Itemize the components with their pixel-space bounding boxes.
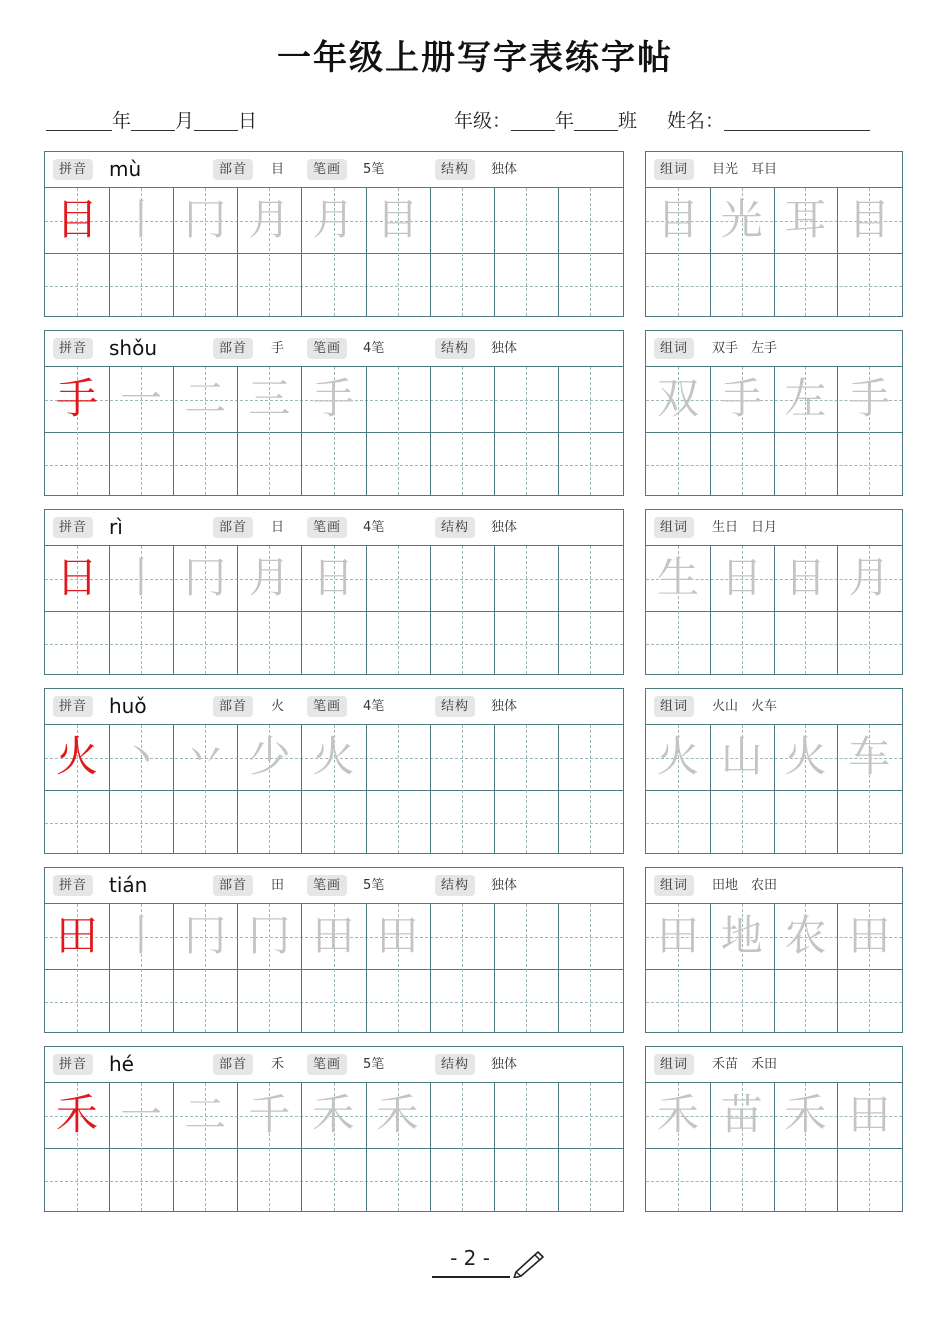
word-header (646, 868, 902, 904)
model-char: 手 (55, 374, 98, 423)
grid-guide-line (526, 546, 527, 674)
grid-line (494, 188, 495, 316)
grid-line (430, 725, 431, 853)
month-label: 月 (175, 110, 195, 132)
trace-char: 丶 (120, 732, 163, 781)
class-label: 班 (618, 110, 638, 132)
grid-line (430, 367, 431, 495)
word-writing-grid[interactable] (646, 188, 902, 316)
word-writing-grid[interactable] (646, 546, 902, 674)
writing-grid[interactable] (45, 188, 623, 316)
pinyin-tag: 拼音 (53, 517, 93, 538)
trace-char: 丨 (120, 195, 163, 244)
word-trace-char: 光 (720, 195, 763, 244)
grade-year-label: 年 (555, 110, 575, 132)
pinyin-value: mù (109, 157, 142, 181)
word-trace-char: 田 (848, 911, 891, 960)
radical-tag: 部首 (213, 338, 253, 359)
trace-char: 月 (312, 195, 355, 244)
trace-char: 火 (312, 732, 355, 781)
char-info-header (45, 689, 623, 725)
trace-char: 二 (184, 374, 227, 423)
word-trace-char: 农 (784, 911, 827, 960)
trace-char: 丨 (120, 553, 163, 602)
word-trace-char: 禾 (656, 1090, 699, 1139)
pinyin-tag: 拼音 (53, 1054, 93, 1075)
radical-tag: 部首 (213, 159, 253, 180)
word-trace-char: 田 (848, 1090, 891, 1139)
words-tag: 组词 (654, 338, 694, 359)
strokes-tag: 笔画 (307, 517, 347, 538)
words-value: 生日 日月 (712, 520, 778, 535)
trace-char: 二 (184, 1090, 227, 1139)
radical-tag: 部首 (213, 517, 253, 538)
char-info-header (45, 1047, 623, 1083)
pinyin-value: hé (109, 1052, 134, 1076)
strokes-value: 4笔 (363, 520, 385, 535)
pinyin-tag: 拼音 (53, 159, 93, 180)
day-label: 日 (238, 110, 258, 132)
word-trace-char: 禾 (784, 1090, 827, 1139)
word-practice-block (645, 509, 903, 675)
strokes-tag: 笔画 (307, 159, 347, 180)
pinyin-tag: 拼音 (53, 696, 93, 717)
char-info-header (45, 331, 623, 367)
word-practice-block (645, 867, 903, 1033)
strokes-tag: 笔画 (307, 338, 347, 359)
grid-line (558, 904, 559, 1032)
word-trace-char: 火 (784, 732, 827, 781)
grid-guide-line (398, 725, 399, 853)
trace-char: 禾 (312, 1090, 355, 1139)
pen-icon (510, 1248, 546, 1278)
trace-char: 少 (248, 732, 291, 781)
word-header (646, 331, 902, 367)
grid-line (558, 188, 559, 316)
trace-char: 冂 (184, 553, 227, 602)
grid-line (494, 725, 495, 853)
radical-value: 手 (271, 341, 285, 356)
word-trace-char: 火 (656, 732, 699, 781)
trace-char: 冂 (184, 195, 227, 244)
writing-grid[interactable] (45, 725, 623, 853)
words-value: 禾苗 禾田 (712, 1057, 778, 1072)
page-number-underline (432, 1276, 510, 1278)
strokes-value: 5笔 (363, 878, 385, 893)
writing-grid[interactable] (45, 367, 623, 495)
page-title: 一年级上册写字表练字帖 (277, 38, 673, 78)
name-label: 姓名： (667, 110, 725, 132)
char-practice-block (44, 330, 624, 496)
grid-guide-line (526, 188, 527, 316)
structure-tag: 结构 (435, 875, 475, 896)
trace-char: 冂 (248, 911, 291, 960)
word-trace-char: 双 (656, 374, 699, 423)
grid-line (558, 725, 559, 853)
char-practice-block (44, 688, 624, 854)
day-blank[interactable] (194, 112, 238, 131)
char-practice-block (44, 151, 624, 317)
word-trace-char: 苗 (720, 1090, 763, 1139)
grid-line (366, 546, 367, 674)
word-practice-block (645, 151, 903, 317)
radical-value: 火 (271, 699, 285, 714)
word-trace-char: 左 (784, 374, 827, 423)
trace-char: 一 (120, 1090, 163, 1139)
char-practice-block (44, 509, 624, 675)
word-header (646, 152, 902, 188)
word-trace-char: 田 (656, 911, 699, 960)
structure-tag: 结构 (435, 517, 475, 538)
char-info-header (45, 510, 623, 546)
trace-char: 丨 (120, 911, 163, 960)
year-label: 年 (112, 110, 132, 132)
word-trace-char: 日 (784, 553, 827, 602)
writing-grid[interactable] (45, 904, 623, 1032)
grid-guide-line (526, 725, 527, 853)
grid-line (430, 904, 431, 1032)
words-value: 火山 火车 (712, 699, 778, 714)
word-writing-grid[interactable] (646, 725, 902, 853)
pinyin-value: rì (109, 515, 123, 539)
trace-char: 日 (312, 553, 355, 602)
model-char: 目 (55, 195, 98, 244)
grid-line (494, 546, 495, 674)
date-line (46, 106, 257, 133)
word-trace-char: 车 (848, 732, 891, 781)
char-info-header (45, 868, 623, 904)
trace-char: 一 (120, 374, 163, 423)
strokes-tag: 笔画 (307, 875, 347, 896)
grid-guide-line (462, 1083, 463, 1211)
grid-guide-line (462, 725, 463, 853)
class-line (454, 106, 870, 133)
word-trace-char: 目 (656, 195, 699, 244)
grid-guide-line (398, 546, 399, 674)
grid-guide-line (590, 367, 591, 495)
trace-char: 田 (312, 911, 355, 960)
year-blank[interactable] (46, 112, 112, 131)
trace-char: 月 (248, 553, 291, 602)
grid-line (558, 1083, 559, 1211)
grid-line (366, 725, 367, 853)
char-info-header (45, 152, 623, 188)
grid-line (494, 367, 495, 495)
word-writing-grid[interactable] (646, 1083, 902, 1211)
trace-char: 月 (248, 195, 291, 244)
words-tag: 组词 (654, 875, 694, 896)
strokes-value: 4笔 (363, 341, 385, 356)
words-tag: 组词 (654, 696, 694, 717)
words-value: 双手 左手 (712, 341, 778, 356)
writing-grid[interactable] (45, 1083, 623, 1211)
grid-guide-line (462, 546, 463, 674)
grid-guide-line (590, 904, 591, 1032)
grid-guide-line (462, 904, 463, 1032)
structure-value: 独体 (491, 1057, 518, 1072)
month-blank[interactable] (131, 112, 175, 131)
trace-char: 丷 (184, 732, 227, 781)
word-header (646, 1047, 902, 1083)
grid-guide-line (590, 1083, 591, 1211)
class-blank[interactable] (574, 112, 618, 131)
strokes-tag: 笔画 (307, 1054, 347, 1075)
words-tag: 组词 (654, 159, 694, 180)
writing-grid[interactable] (45, 546, 623, 674)
model-char: 日 (55, 553, 98, 602)
grid-line (558, 546, 559, 674)
structure-value: 独体 (491, 878, 518, 893)
trace-char: 目 (376, 195, 419, 244)
structure-value: 独体 (491, 162, 518, 177)
grid-guide-line (526, 1083, 527, 1211)
grid-guide-line (590, 725, 591, 853)
structure-tag: 结构 (435, 1054, 475, 1075)
radical-value: 禾 (271, 1057, 285, 1072)
grid-line (430, 546, 431, 674)
grid-line (494, 1083, 495, 1211)
word-trace-char: 目 (848, 195, 891, 244)
word-trace-char: 耳 (784, 195, 827, 244)
word-trace-char: 手 (848, 374, 891, 423)
grid-guide-line (462, 188, 463, 316)
word-writing-grid[interactable] (646, 904, 902, 1032)
word-trace-char: 月 (848, 553, 891, 602)
grid-guide-line (462, 367, 463, 495)
strokes-value: 5笔 (363, 1057, 385, 1072)
pinyin-tag: 拼音 (53, 875, 93, 896)
pinyin-tag: 拼音 (53, 338, 93, 359)
char-practice-block (44, 1046, 624, 1212)
model-char: 禾 (55, 1090, 98, 1139)
word-writing-grid[interactable] (646, 367, 902, 495)
trace-char: 禾 (376, 1090, 419, 1139)
word-trace-char: 日 (720, 553, 763, 602)
structure-value: 独体 (491, 520, 518, 535)
model-char: 田 (55, 911, 98, 960)
model-char: 火 (55, 732, 98, 781)
name-blank[interactable] (724, 112, 870, 131)
grid-line (494, 904, 495, 1032)
trace-char: 手 (312, 374, 355, 423)
strokes-tag: 笔画 (307, 696, 347, 717)
words-tag: 组词 (654, 517, 694, 538)
grid-line (366, 367, 367, 495)
char-practice-block (44, 867, 624, 1033)
grid-guide-line (590, 546, 591, 674)
words-value: 田地 农田 (712, 878, 778, 893)
trace-char: 田 (376, 911, 419, 960)
grid-guide-line (526, 367, 527, 495)
words-value: 目光 耳目 (712, 162, 778, 177)
grid-guide-line (526, 904, 527, 1032)
word-practice-block (645, 688, 903, 854)
word-trace-char: 生 (656, 553, 699, 602)
radical-tag: 部首 (213, 875, 253, 896)
radical-tag: 部首 (213, 1054, 253, 1075)
word-trace-char: 手 (720, 374, 763, 423)
trace-char: 千 (248, 1090, 291, 1139)
word-trace-char: 地 (720, 911, 763, 960)
strokes-value: 4笔 (363, 699, 385, 714)
grid-line (430, 1083, 431, 1211)
structure-tag: 结构 (435, 338, 475, 359)
grid-line (558, 367, 559, 495)
trace-char: 三 (248, 374, 291, 423)
structure-tag: 结构 (435, 159, 475, 180)
pinyin-value: tián (109, 873, 148, 897)
word-trace-char: 山 (720, 732, 763, 781)
radical-value: 目 (271, 162, 285, 177)
radical-value: 田 (271, 878, 285, 893)
word-practice-block (645, 330, 903, 496)
grid-guide-line (590, 188, 591, 316)
grade-label: 年级： (454, 110, 512, 132)
grid-guide-line (398, 367, 399, 495)
word-practice-block (645, 1046, 903, 1212)
words-tag: 组词 (654, 1054, 694, 1075)
structure-tag: 结构 (435, 696, 475, 717)
grade-blank[interactable] (511, 112, 555, 131)
structure-value: 独体 (491, 341, 518, 356)
structure-value: 独体 (491, 699, 518, 714)
trace-char: 冂 (184, 911, 227, 960)
pinyin-value: shǒu (109, 336, 158, 360)
strokes-value: 5笔 (363, 162, 385, 177)
radical-tag: 部首 (213, 696, 253, 717)
radical-value: 日 (271, 520, 285, 535)
grid-line (430, 188, 431, 316)
page-number: - 2 - (450, 1246, 490, 1270)
word-header (646, 510, 902, 546)
pinyin-value: huǒ (109, 694, 147, 718)
word-header (646, 689, 902, 725)
